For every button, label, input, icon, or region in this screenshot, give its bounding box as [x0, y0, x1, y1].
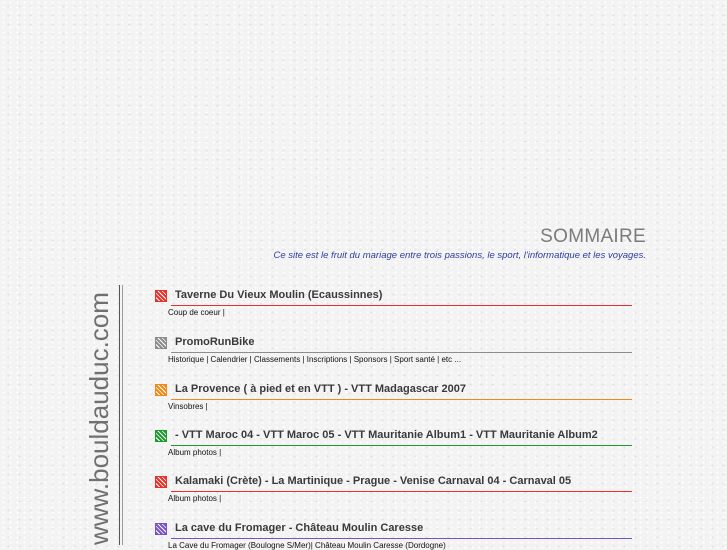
section-title-link[interactable]: La cave du Fromager - Château Moulin Caresse: [175, 522, 424, 534]
vertical-divider: [119, 285, 120, 545]
section-links[interactable]: Historique | Calendrier | Classements | Inscriptions | Sponsors | Sport santé | etc ...: [168, 355, 462, 364]
gray-square-icon: [155, 337, 167, 349]
orange-square-icon: [155, 384, 167, 396]
page-title: SOMMAIRE: [540, 226, 646, 247]
site-logo-vertical[interactable]: www.bouldauduc.com: [84, 292, 114, 545]
section-links[interactable]: Coup de coeur |: [168, 308, 225, 317]
section-voyages: [155, 475, 632, 503]
section-vtt-maroc: [155, 429, 632, 457]
section-taverne: [155, 289, 632, 317]
red-square-icon: [155, 476, 167, 488]
section-links[interactable]: Album photos |: [168, 448, 222, 457]
red-square-icon: [155, 290, 167, 302]
vertical-divider-secondary: [122, 285, 123, 545]
section-links[interactable]: La Cave du Fromager (Boulogne S/Mer)| Château Moulin Caresse (Dordogne): [168, 541, 446, 550]
section-provence: [155, 383, 632, 411]
section-title-link[interactable]: Kalamaki (Crète) - La Martinique - Prague - Venise Carnaval 04 - Carnaval 05: [175, 475, 572, 487]
section-links[interactable]: Vinsobres |: [168, 402, 208, 411]
purple-square-icon: [155, 523, 167, 535]
tagline: Ce site est le fruit du mariage entre trois passions, le sport, l'informatique et les voyages.: [273, 250, 646, 261]
section-cave-fromager: [155, 522, 632, 550]
section-title-link[interactable]: Taverne Du Vieux Moulin (Ecaussinnes): [175, 289, 383, 301]
section-promorunbike: [155, 336, 632, 364]
section-links[interactable]: Album photos |: [168, 494, 222, 503]
section-title-link[interactable]: - VTT Maroc 04 - VTT Maroc 05 - VTT Mauritanie Album1 - VTT Mauritanie Album2: [175, 429, 598, 441]
section-title-link[interactable]: PromoRunBike: [175, 336, 255, 348]
green-square-icon: [155, 430, 167, 442]
section-title-link[interactable]: La Provence ( à pied et en VTT ) - VTT Madagascar 2007: [175, 383, 466, 395]
